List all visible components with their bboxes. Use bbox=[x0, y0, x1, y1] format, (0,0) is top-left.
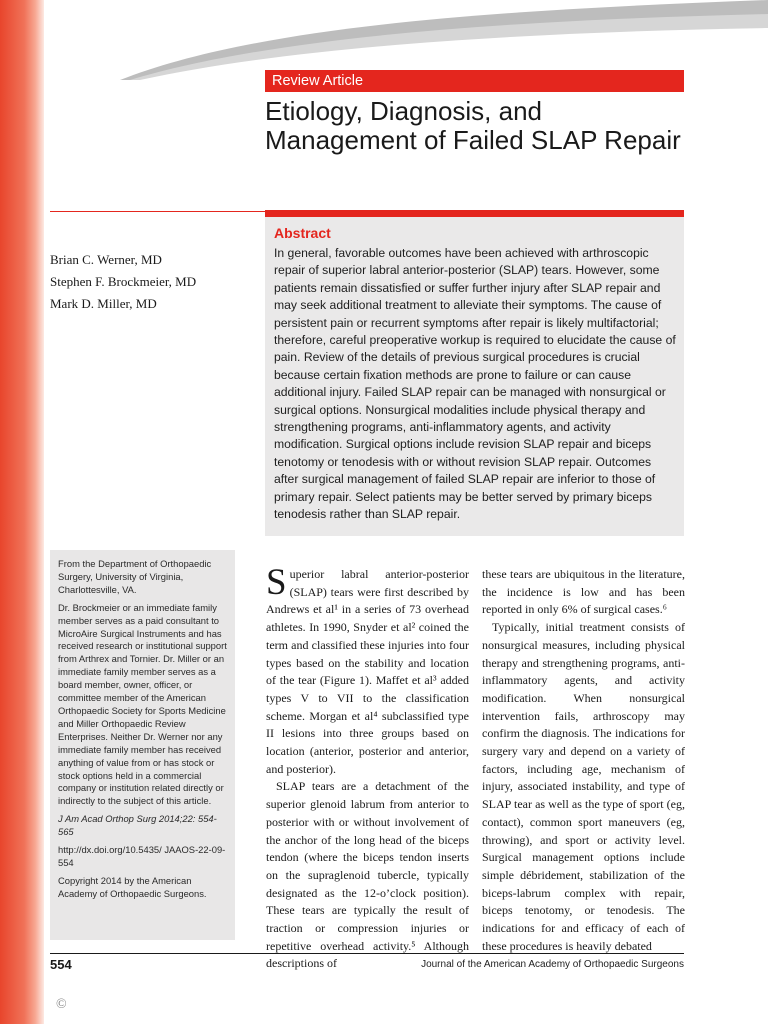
body-paragraph: SLAP tears are a detachment of the superior glenoid labrum from anterior to posterior with or without involvement of the anchor of the long head of the biceps tendon (where the biceps tendon inserts on the supraglenoid tubercle, typically designated as the 12-o’clock position). These tears are typically the result of traction or compression injuries or repetitive overhead activity.⁵ Although descriptions of bbox=[266, 779, 469, 971]
author-name: Mark D. Miller, MD bbox=[50, 296, 157, 311]
abstract-heading: Abstract bbox=[274, 225, 331, 241]
decorative-left-band bbox=[0, 0, 44, 1024]
body-paragraph: Typically, initial treatment consists of nonsurgical measures, including physical therapy and strengthening programs, anti-inflammatory agents, and activity modification. When nonsurgical intervention fails, arthroscopy may confirm the diagnosis. The indications for surgery vary and depend on a variety of factors, including age, mechanism of injury, associated instability, and type of SLAP tear as well as the type of sport (eg, contact), common sport maneuvers (eg, throwing), and sport or activity level. Surgical management options include simple débridement, stabilization of the biceps-labrum complex with repair, biceps tenotomy, or tenodesis. The indications for and efficacy of each of these procedures is heavily debated bbox=[482, 620, 685, 953]
doi-link[interactable]: http://dx.doi.org/10.5435/ JAAOS-22-09-554 bbox=[58, 844, 226, 868]
divider-rule bbox=[50, 211, 265, 212]
author-name: Brian C. Werner, MD bbox=[50, 252, 162, 267]
body-column-2 bbox=[482, 566, 685, 953]
body-text: uperior labral anterior-posterior (SLAP) tears were first described by Andrews et al¹ in a series of 73 overhead athletes. In 1990, Snyder et al² coined the term and classified these injuries into four types based on the stability and location of the tear (Figure 1). Maffet et al³ added types V to VII to the classification scheme. Morgan et al⁴ subclassified type II lesions into three groups based on location (anterior, posterior and anterior, and posterior). bbox=[266, 567, 469, 776]
article-type-banner: Review Article bbox=[265, 70, 684, 92]
journal-name: Journal of the American Academy of Orthopaedic Surgeons bbox=[421, 959, 684, 970]
article-title: Etiology, Diagnosis, and Management of Failed SLAP Repair bbox=[265, 96, 681, 155]
citation-note: J Am Acad Orthop Surg 2014;22: 554-565 bbox=[58, 813, 217, 838]
author-name: Stephen F. Brockmeier, MD bbox=[50, 274, 197, 289]
disclosure-note: Dr. Brockmeier or an immediate family member serves as a paid consultant to MicroAire Surgical Instruments and has received research or institutional support from Arthrex and Tornier. Dr. Miller or an immediate family member serves as a board member, owner, officer, or committee member of the American Orthopaedic Society for Sports Medicine and Miller Orthopaedic Review Enterprises. Neither Dr. Werner nor any immediate family member has received anything of value from or has stock or stock options held in a commercial company or institution related directly or indirectly to the subject of this article. bbox=[58, 601, 227, 807]
body-paragraph: these tears are ubiquitous in the literature, the incidence is low and has been reported in only 6% of surgical cases.⁶ bbox=[482, 567, 685, 617]
drop-cap: S bbox=[266, 562, 287, 603]
body-column-1 bbox=[266, 562, 469, 971]
page-number: 554 bbox=[50, 957, 72, 972]
abstract-text: In general, favorable outcomes have been achieved with arthroscopic repair of superior labral anterior-posterior (SLAP) tears. However, some patients remain dissatisfied or suffer further injury after SLAP repair and may seek additional treatment to alleviate their symptoms. The cause of persistent pain or recurrent symptoms after repair is likely multifactorial; therefore, careful preoperative workup is required to elucidate the cause of pain. Review of the details of previous surgical procedures is crucial because certain fixation methods are prone to failure or can cause additional injury. Failed SLAP repair can be managed with nonsurgical or surgical options. Nonsurgical modalities include physical therapy and strengthening programs, anti-inflammatory agents, and activity modification. Surgical options include revision SLAP repair and biceps tenotomy or tenodesis with or without revision SLAP repair. Outcomes after surgical management of failed SLAP repair are inferior to those of primary repair. Select patients may be better served by primary biceps tenodesis rather than SLAP repair. bbox=[274, 246, 676, 522]
author-list bbox=[50, 249, 196, 315]
decorative-top-swoosh bbox=[0, 0, 768, 80]
abstract-box bbox=[265, 210, 684, 536]
copyright-symbol-icon: © bbox=[56, 997, 67, 1012]
article-info-sidebar bbox=[50, 550, 235, 940]
copyright-note: Copyright 2014 by the American Academy of Orthopaedic Surgeons. bbox=[58, 874, 207, 899]
footer-rule bbox=[50, 953, 684, 954]
affiliation-note: From the Department of Orthopaedic Surgery, University of Virginia, Charlottesville, VA. bbox=[58, 558, 212, 595]
body-paragraph bbox=[266, 562, 469, 778]
